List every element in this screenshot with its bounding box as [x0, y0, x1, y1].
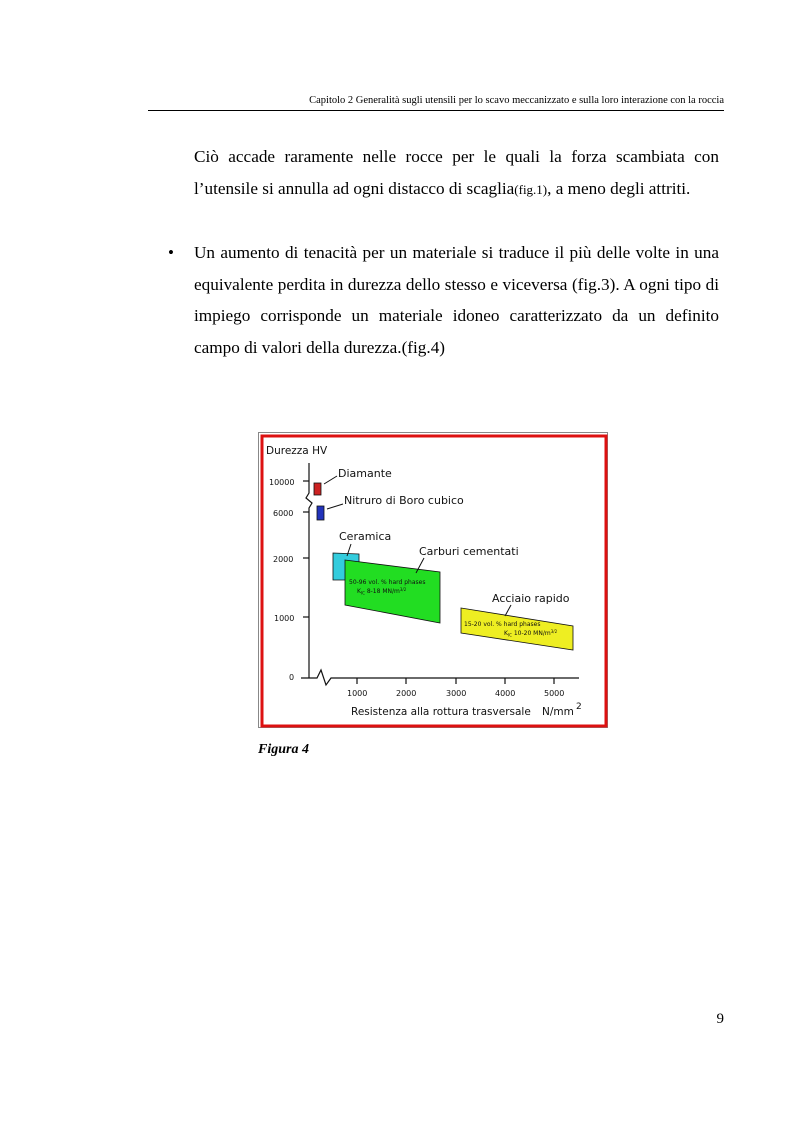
acciaio-note-1: 15-20 vol. % hard phases [464, 621, 541, 628]
diamante-region [314, 483, 321, 495]
x-tick-label: 2000 [396, 689, 417, 698]
y-tick-label: 2000 [273, 555, 294, 564]
paragraph-1-end: , a meno degli attriti. [547, 178, 691, 198]
acciaio-note-k: K [504, 630, 508, 637]
bullet-icon: • [168, 243, 174, 262]
carburi-note-value: 8-18 MN/m [364, 588, 400, 595]
x-tick-label: 3000 [446, 689, 467, 698]
y-tick-label: 0 [289, 673, 295, 682]
carburi-note-2 [357, 587, 407, 596]
nitruro-label: Nitruro di Boro cubico [344, 494, 464, 507]
acciaio-note-2 [504, 629, 558, 638]
y-tick-label: 6000 [273, 509, 294, 518]
diamante-label: Diamante [338, 467, 392, 480]
x-axis [301, 670, 579, 685]
x-tick-label: 5000 [544, 689, 565, 698]
carburi-note-exp: 3/2 [399, 587, 407, 592]
page-number: 9 [716, 1011, 724, 1027]
carburi-note-1: 50-96 vol. % hard phases [349, 579, 426, 586]
acciaio-note-sub: IC [507, 632, 512, 638]
y-tick-label: 10000 [269, 478, 295, 487]
acciaio-label: Acciaio rapido [492, 592, 570, 605]
x-tick-label: 1000 [347, 689, 368, 698]
figure-4-chart [258, 432, 608, 728]
nitruro-region [317, 506, 324, 520]
x-tick-label: 4000 [495, 689, 516, 698]
diamante-arrow [324, 476, 337, 484]
paragraph-1 [194, 141, 719, 205]
acciaio-note-value: 10-20 MN/m [511, 630, 551, 637]
y-tick-label: 1000 [274, 614, 295, 623]
chart-svg [259, 433, 609, 729]
acciaio-arrow [505, 605, 511, 616]
x-axis-unit-exponent: 2 [576, 702, 582, 712]
paragraph-1-text: Ciò accade raramente nelle rocce per le quali la forza scambiata con l’utensile si annulla ad ogni distacco di scaglia [194, 147, 719, 198]
ceramica-label: Ceramica [339, 530, 392, 543]
carburi-note-sub: IC [360, 590, 365, 596]
nitruro-arrow [327, 504, 343, 509]
paragraph-2: Un aumento di tenacità per un materiale si traduce il più delle volte in una equivalente perdita in durezza dello stesso e viceversa (fig.3). A ogni tipo di impiego corrisponde un materiale idoneo caratterizzato da un definito campo di valori della durezza.(fig.4) [194, 243, 719, 357]
x-axis-unit: N/mm [542, 706, 574, 718]
carburi-label: Carburi cementati [419, 545, 519, 558]
figure-reference: (fig.1) [514, 181, 548, 197]
y-axis [306, 463, 312, 678]
carburi-note-k: K [357, 588, 361, 595]
y-axis-label: Durezza HV [266, 445, 328, 457]
running-header: Capitolo 2 Generalità sugli utensili per lo scavo meccanizzato e sulla loro interazione con la roccia [309, 95, 724, 106]
x-axis-label: Resistenza alla rottura trasversale [351, 706, 531, 718]
figure-caption: Figura 4 [258, 742, 309, 757]
acciaio-note-exp: 3/2 [550, 629, 558, 634]
header-rule [148, 110, 724, 111]
